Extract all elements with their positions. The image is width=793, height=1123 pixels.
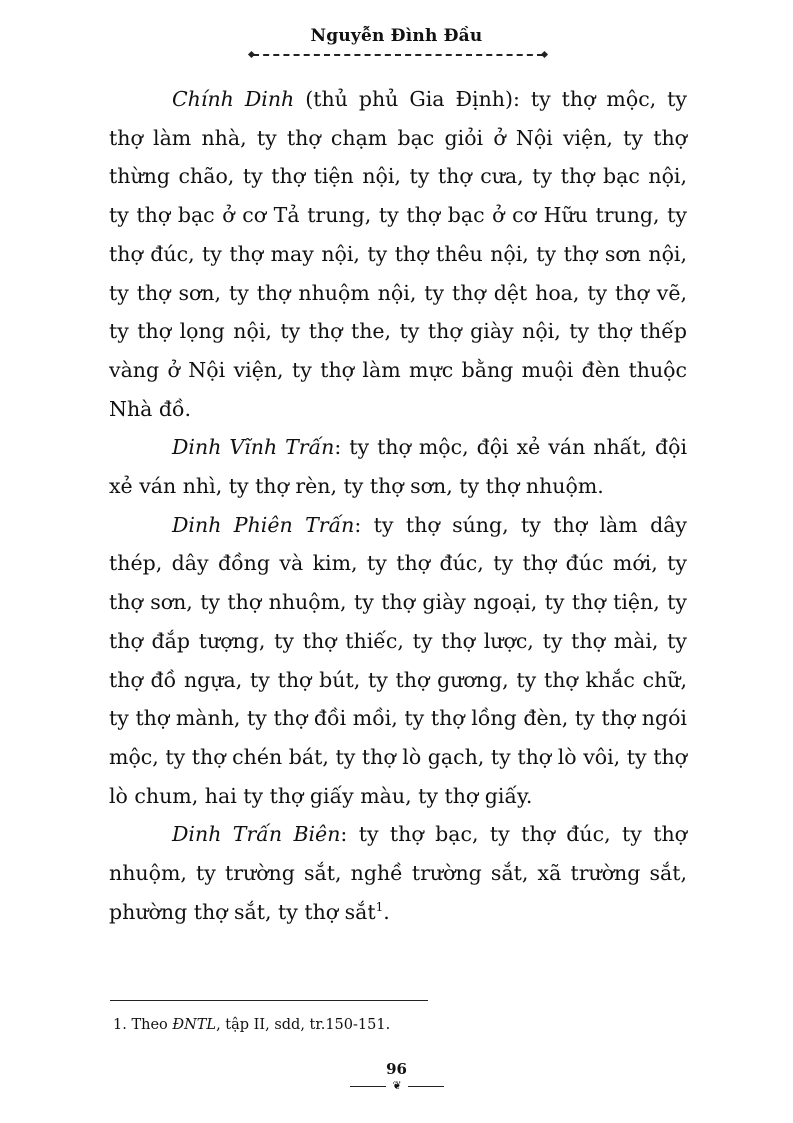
paragraph-tail: . — [383, 899, 390, 924]
paragraph-chinh-dinh — [109, 80, 687, 428]
paragraph-lead: Dinh Trấn Biên — [172, 822, 341, 847]
paragraph-lead: Dinh Vĩnh Trấn — [172, 435, 335, 460]
paragraph-lead: Chính Dinh — [172, 87, 295, 111]
paragraph-text: (thủ phủ Gia Định): ty thợ mộc, ty thợ làm nhà, ty thợ chạm bạc giỏi ở Nội viện, ty thợ thừng chão, ty thợ tiện nội, ty thợ cưa, ty thợ bạc nội, ty thợ bạc ở cơ Tả trung, ty thợ bạc ở cơ Hữu trung, ty thợ đúc, ty thợ may nội, ty thợ thêu nội, ty thợ sơn nội, ty thợ sơn, ty thợ nhuộm nội, ty thợ dệt hoa, ty thợ vẽ, ty thợ lọng nội, ty thợ the, ty thợ giày nội, ty thợ thếp vàng ở Nội viện, ty thợ làm mực bằng muội đèn thuộc Nhà đồ. — [109, 87, 687, 421]
paragraph-dinh-phien-tran — [109, 506, 687, 816]
ornament-line-right — [408, 1086, 444, 1087]
footnote-reference[interactable]: 1 — [375, 899, 384, 914]
page-number-ornament — [350, 1079, 444, 1092]
footnote-divider — [110, 1000, 428, 1001]
fleuron-icon: ❦ — [392, 1079, 402, 1092]
footnote — [113, 1017, 390, 1033]
paragraph-dinh-vinh-tran — [109, 428, 687, 505]
paragraph-text: : ty thợ mộc, đội xẻ ván nhất, đội xẻ ván nhì, ty thợ rèn, ty thợ sơn, ty thợ nhuộm. — [109, 435, 687, 499]
ornament-line-left — [350, 1086, 386, 1087]
paragraph-text: : ty thợ bạc, ty thợ đúc, ty thợ nhuộm, ty trường sắt, nghề trường sắt, xã trường sắt, phường thợ sắt, ty thợ sắt — [109, 822, 688, 924]
page-number: 96 — [386, 1060, 407, 1078]
footnote-prefix: 1. Theo — [113, 1017, 173, 1033]
footnote-suffix: , tập II, sdd, tr.150-151. — [216, 1017, 391, 1033]
paragraph-text: : ty thợ súng, ty thợ làm dây thép, dây đồng và kim, ty thợ đúc, ty thợ đúc mới, ty thợ sơn, ty thợ nhuộm, ty thợ giày ngoại, ty thợ tiện, ty thợ đắp tượng, ty thợ thiếc, ty thợ lược, ty thợ mài, ty thợ đồ ngựa, ty thợ bút, ty thợ gương, ty thợ khắc chữ, ty thợ mành, ty thợ đồi mồi, ty thợ lồng đèn, ty thợ ngói mộc, ty thợ chén bát, ty thợ lò gạch, ty thợ lò vôi, ty thợ lò chum, hai ty thợ giấy màu, ty thợ giấy. — [109, 512, 688, 808]
footnote-source: ĐNTL — [172, 1017, 217, 1033]
running-header: Nguyễn Đình Đầu — [310, 26, 483, 46]
header-ornamental-rule — [253, 54, 543, 56]
page-body — [109, 80, 687, 931]
paragraph-dinh-tran-bien — [109, 815, 687, 931]
paragraph-lead: Dinh Phiên Trấn — [172, 512, 355, 537]
